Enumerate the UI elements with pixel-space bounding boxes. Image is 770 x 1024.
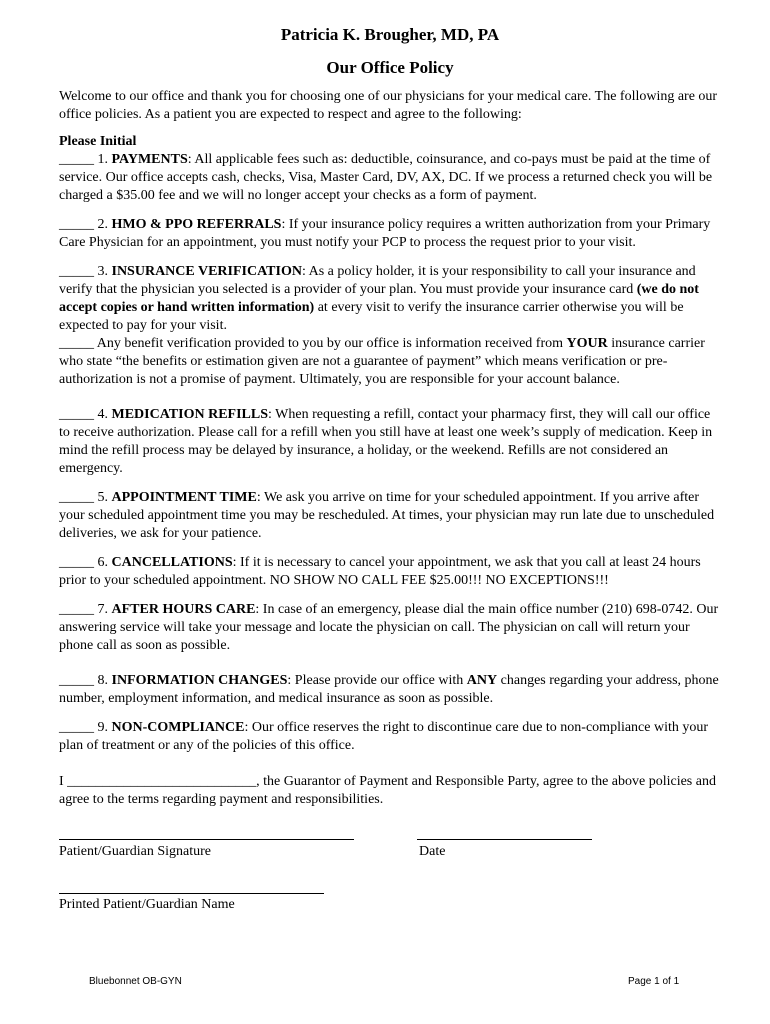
item-emphasis: ANY: [466, 673, 498, 688]
item-heading: INSURANCE VERIFICATION: [111, 264, 302, 279]
initial-blank[interactable]: _____: [59, 602, 94, 617]
item-emphasis: YOUR: [566, 336, 608, 351]
printed-name-line[interactable]: [59, 893, 324, 894]
initial-blank[interactable]: _____: [59, 152, 94, 167]
signature-block: [59, 839, 721, 959]
item-text: : If your insurance policy requires a written authorization from your Primary Care Physician for an appointment, you must notify your PCP to process the request prior to your visit.: [59, 217, 711, 250]
item-text: : In case of an emergency, please dial the main office number (210) 698-0742. Our answering service will take your message and locate the physician on call. The physician on call will return your phone call as soon as possible.: [59, 602, 719, 653]
page-title: Our Office Policy: [326, 58, 454, 77]
item-text: insurance carrier who state “the benefits or estimation given are not a guarantee of payment” which means verification or pre-authorization is not a promise of payment. Ultimately, you are responsible for your account balance.: [59, 336, 705, 387]
policy-item-referrals: [59, 216, 721, 252]
document-page: [59, 24, 721, 959]
policy-item-after-hours-care: [59, 601, 721, 655]
policy-item-appointment-time: [59, 489, 721, 543]
item-heading: CANCELLATIONS: [111, 555, 233, 570]
footer-practice-name: Bluebonnet OB-GYN: [89, 976, 182, 987]
date-line[interactable]: [417, 839, 592, 840]
item-heading: PAYMENTS: [111, 152, 188, 167]
printed-name-label: Printed Patient/Guardian Name: [59, 897, 235, 912]
initial-blank[interactable]: _____: [59, 407, 94, 422]
item-heading: AFTER HOURS CARE: [111, 602, 256, 617]
item-number: 4.: [97, 407, 108, 422]
policy-item-cancellations: [59, 554, 721, 590]
initial-blank[interactable]: _____: [59, 490, 94, 505]
item-number: 6.: [97, 555, 108, 570]
initial-blank[interactable]: _____: [59, 673, 94, 688]
initial-blank[interactable]: _____: [59, 555, 94, 570]
footer-page-number: Page 1 of 1: [628, 976, 680, 987]
item-emphasis: (we do not accept copies or hand written information): [59, 282, 699, 315]
initial-blank[interactable]: _____: [59, 264, 94, 279]
item-text: changes regarding your address, phone number, employment information, and medical insurance as soon as possible.: [59, 673, 719, 706]
item-number: 1.: [97, 152, 108, 167]
policy-item-information-changes: [59, 672, 721, 708]
item-number: 9.: [97, 720, 108, 735]
item-text: : As a policy holder, it is your responsibility to call your insurance and verify that the physician you selected is a provider of your plan. You must provide your insurance card: [59, 264, 696, 297]
intro-paragraph: Welcome to our office and thank you for choosing one of our physicians for your medical care. The following are our office policies. As a patient you are expected to respect and agree to the following:: [59, 89, 718, 122]
initial-blank[interactable]: _____: [59, 336, 94, 351]
item-heading: APPOINTMENT TIME: [111, 490, 257, 505]
item-heading: INFORMATION CHANGES: [111, 673, 288, 688]
policy-item-benefit-verification: [59, 335, 721, 389]
item-text: : We ask you arrive on time for your scheduled appointment. If you arrive after your scheduled appointment time you may be rescheduled. At times, your physician may run late due to unscheduled deliveries, we ask for your patience.: [59, 490, 715, 541]
guarantor-prefix: I: [59, 774, 64, 789]
patient-signature-line[interactable]: [59, 839, 354, 840]
item-number: 3.: [97, 264, 108, 279]
item-text: at every visit to verify the insurance carrier otherwise you will be expected to pay for your visit.: [59, 300, 684, 333]
item-text: : If it is necessary to cancel your appointment, we ask that you call at least 24 hours prior to your scheduled appointment. NO SHOW NO CALL FEE $25.00!!! NO EXCEPTIONS!!!: [59, 555, 701, 588]
item-heading: NON-COMPLIANCE: [111, 720, 245, 735]
item-number: 7.: [97, 602, 108, 617]
initial-blank[interactable]: _____: [59, 720, 94, 735]
item-number: 2.: [97, 217, 108, 232]
guarantor-name-blank[interactable]: ___________________________: [67, 774, 257, 789]
policy-item-medication-refills: [59, 406, 721, 478]
item-text: : Please provide our office with: [287, 673, 467, 688]
policy-item-non-compliance: [59, 719, 721, 755]
physician-name: Patricia K. Brougher, MD, PA: [280, 25, 500, 44]
item-number: 8.: [97, 673, 108, 688]
item-heading: HMO & PPO REFERRALS: [111, 217, 282, 232]
item-heading: MEDICATION REFILLS: [111, 407, 268, 422]
please-initial-heading: Please Initial: [59, 134, 137, 149]
item-text: : All applicable fees such as: deductible, coinsurance, and co-pays must be paid at the time of service. Our office accepts cash, checks, Visa, Master Card, DV, AX, DC. If we process a returned check you will be charged a $35.00 fee and we will no longer accept your checks as a form of payment.: [59, 152, 713, 203]
item-number: 5.: [97, 490, 108, 505]
guarantor-statement: [59, 773, 721, 809]
policy-item-payments: [59, 151, 721, 205]
item-text: : Our office reserves the right to discontinue care due to non-compliance with your plan of treatment or any of the policies of this office.: [59, 720, 709, 753]
item-text: : When requesting a refill, contact your pharmacy first, they will call our office to receive authorization. Please call for a refill when you still have at least one week’s supply of medication. Keep in mind the refill process may be delayed by insurance, a holiday, or the weekend. Refills are not considered an emergency.: [59, 407, 713, 476]
date-label: Date: [419, 844, 446, 859]
policy-item-insurance-verification: [59, 263, 721, 335]
item-text: Any benefit verification provided to you by our office is information received from: [94, 336, 567, 351]
patient-signature-label: Patient/Guardian Signature: [59, 844, 212, 859]
initial-blank[interactable]: _____: [59, 217, 94, 232]
guarantor-text: , the Guarantor of Payment and Responsible Party, agree to the above policies and agree to the terms regarding payment and responsibilities.: [59, 774, 716, 807]
